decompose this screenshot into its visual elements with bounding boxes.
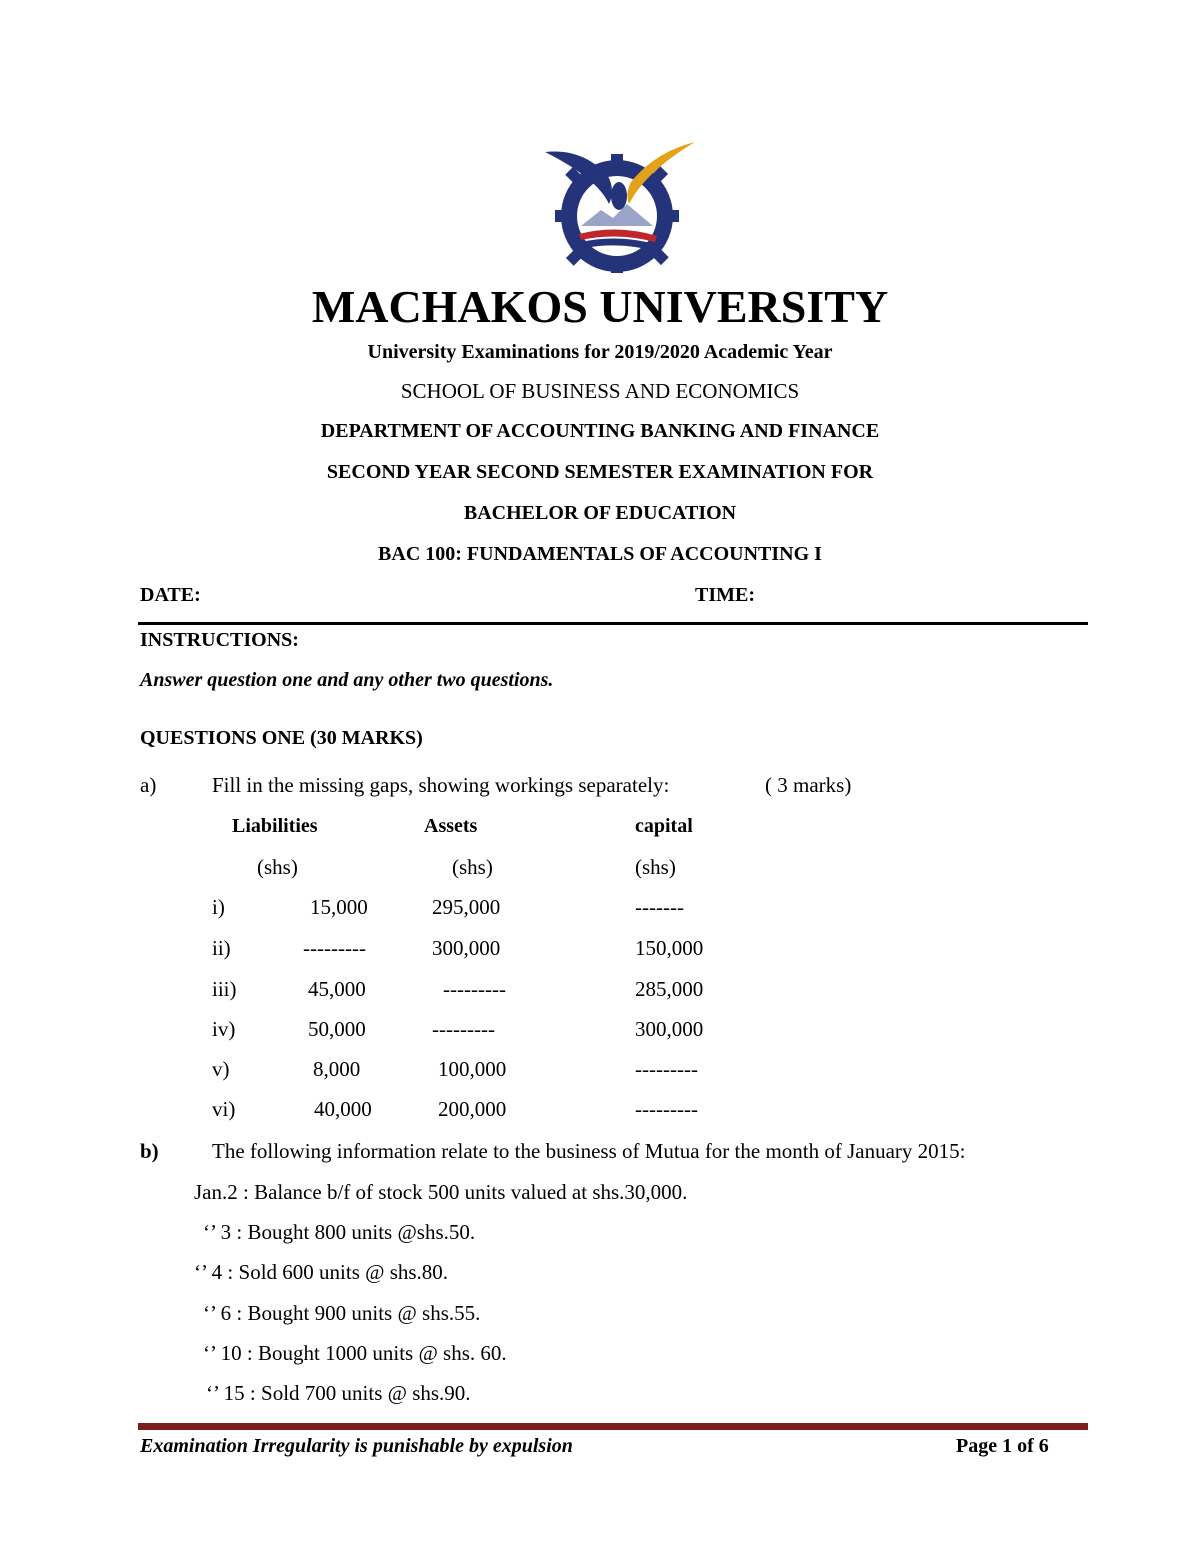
course-title: BAC 100: FUNDAMENTALS OF ACCOUNTING I [378,543,822,565]
assets-cell: 200,000 [438,1097,507,1121]
semester-line: SECOND YEAR SECOND SEMESTER EXAMINATION FOR [326,461,874,483]
assets-cell: --------- [443,977,506,1001]
list-item: ‘’ 15 : Sold 700 units @ shs.90. [206,1381,471,1405]
col-unit-assets: (shs) [452,855,493,879]
liabilities-cell: 15,000 [310,895,368,919]
list-item: Jan.2 : Balance b/f of stock 500 units valued at shs.30,000. [194,1180,688,1204]
col-unit-capital: (shs) [635,855,676,879]
capital-cell: 300,000 [635,1017,704,1041]
page-number: Page 1 of 6 [956,1435,1049,1457]
list-item: ‘’ 10 : Bought 1000 units @ shs. 60. [203,1341,507,1365]
time-label: TIME: [695,584,755,606]
assets-cell: 295,000 [432,895,501,919]
part-a-text: Fill in the missing gaps, showing workings separately: [212,773,670,797]
instructions-heading: INSTRUCTIONS: [140,629,299,651]
gear-emblem [555,154,679,273]
list-item: ‘’ 3 : Bought 800 units @shs.50. [203,1220,476,1244]
part-a-marks: ( 3 marks) [765,773,852,797]
liabilities-cell: 45,000 [308,977,366,1001]
eagle-body [611,182,627,210]
assets-cell: 100,000 [438,1057,507,1081]
date-label: DATE: [140,584,201,606]
capital-cell: 150,000 [635,936,704,960]
part-b-label: b) [140,1139,159,1163]
col-unit-liabilities: (shs) [257,855,298,879]
col-header-liabilities: Liabilities [232,815,318,837]
capital-cell: --------- [635,1057,698,1081]
header-divider [138,622,1088,625]
row-number: vi) [212,1097,236,1121]
part-b-text: The following information relate to the business of Mutua for the month of January 2015: [212,1139,966,1163]
exam-year: University Examinations for 2019/2020 Academic Year [367,341,833,363]
footer-warning: Examination Irregularity is punishable by expulsion [140,1435,573,1457]
part-a-label: a) [140,773,157,797]
liabilities-cell: 8,000 [313,1057,361,1081]
capital-cell: --------- [635,1097,698,1121]
programme-name: BACHELOR OF EDUCATION [463,502,737,524]
col-header-capital: capital [635,815,693,837]
assets-cell: 300,000 [432,936,501,960]
liabilities-cell: 40,000 [314,1097,372,1121]
row-number: v) [212,1057,230,1081]
department-name: DEPARTMENT OF ACCOUNTING BANKING AND FINANCE [320,420,880,442]
liabilities-cell: 50,000 [308,1017,366,1041]
capital-cell: ------- [635,895,684,919]
question-one-heading: QUESTIONS ONE (30 MARKS) [140,727,423,749]
row-number: ii) [212,936,231,960]
col-header-assets: Assets [424,815,478,837]
school-name: SCHOOL OF BUSINESS AND ECONOMICS [400,379,800,403]
row-number: iii) [212,977,237,1001]
liabilities-cell: --------- [303,936,366,960]
footer-divider [138,1423,1088,1430]
university-logo [535,138,700,273]
assets-cell: --------- [432,1017,495,1041]
list-item: ‘’ 6 : Bought 900 units @ shs.55. [203,1301,481,1325]
row-number: i) [212,895,225,919]
row-number: iv) [212,1017,236,1041]
list-item: ‘’ 4 : Sold 600 units @ shs.80. [194,1260,449,1284]
university-name: MACHAKOS UNIVERSITY [311,281,889,332]
instructions-text: Answer question one and any other two questions. [140,669,554,691]
capital-cell: 285,000 [635,977,704,1001]
